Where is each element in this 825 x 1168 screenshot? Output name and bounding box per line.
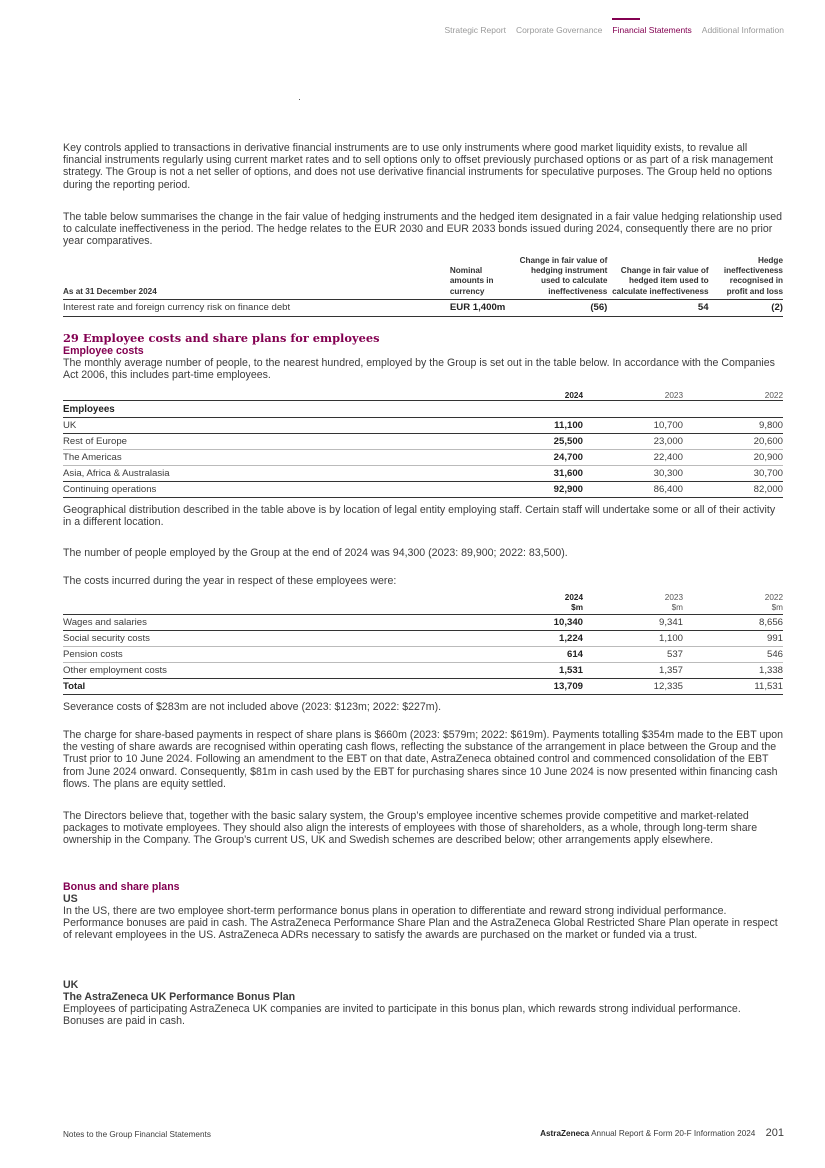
- row-label: UK: [63, 420, 77, 431]
- stray-dot: [299, 99, 300, 100]
- hedge-col-instrument: Change in fair value of hedging instrument used to calculate ineffectiveness: [519, 256, 608, 296]
- employed-end-paragraph: The number of people employed by the Group at the end of 2024 was 94,300 (2023: 89,900; 2022: 83,500).: [63, 547, 568, 559]
- costs-year-2024-header: [483, 593, 583, 615]
- severance-paragraph: Severance costs of $283m are not included above (2023: $123m; 2022: $227m).: [63, 701, 442, 713]
- cell-2024: 11,100: [554, 420, 583, 431]
- hedge-row-nominal: EUR 1,400m: [449, 301, 506, 313]
- bonus-share-plans-block: [63, 881, 783, 942]
- costs-table-block: [63, 593, 783, 695]
- row-label: Other employment costs: [63, 665, 167, 676]
- footer-report-title: Annual Report & Form 20-F Information 2024: [591, 1129, 756, 1138]
- cell-2022: 9,800: [758, 420, 783, 431]
- cell-2023: 9,341: [658, 617, 683, 628]
- nav-financial-statements[interactable]: Financial Statements: [612, 18, 691, 35]
- hedge-intro-paragraph: The table below summarises the change in the fair value of hedging instruments and the hedged item designated in a fair value hedging relationship used to calculate ineffectiveness in the period. The hedge relates to the EUR 2030 and EUR 2033 bonds issued during 2024, consequently there are no prior year comparatives.: [63, 211, 783, 248]
- nav-corporate-governance[interactable]: Corporate Governance: [515, 25, 603, 35]
- row-label: Asia, Africa & Australasia: [63, 468, 170, 479]
- share-based-block: [63, 729, 783, 790]
- cell-2023: 23,000: [653, 436, 683, 447]
- row-label: Continuing operations: [63, 484, 157, 495]
- hedge-table: [63, 256, 783, 317]
- uk-heading: UK: [63, 979, 79, 991]
- uk-paragraph: Employees of participating AstraZeneca UK companies are invited to participate in this bonus plan, which rewards strong individual performance. Bonuses are paid in cash.: [63, 1003, 741, 1028]
- cell-2024: 92,900: [553, 484, 583, 495]
- row-label: Total: [63, 681, 86, 692]
- costs-intro-block: [63, 575, 783, 587]
- cell-2024: 24,700: [553, 452, 583, 463]
- cell-2023: 30,300: [653, 468, 683, 479]
- controls-paragraph: Key controls applied to transactions in derivative financial instruments are to use only instruments where good market liquidity exists, to revalue all financial instruments regularly using current market rates and to sell options only to offset previously purchased options or as part of a risk management strategy. The Group is not a net seller of options, and does not use derivative financial instruments for speculative purposes. The Group held no options during the reporting period.: [63, 142, 773, 191]
- costs-table: [63, 593, 783, 695]
- costs-intro-paragraph: The costs incurred during the year in respect of these employees were:: [63, 575, 397, 587]
- geo-paragraph: Geographical distribution described in the table above is by location of legal entity employing staff. Certain staff will undertake some or all of their activity in a different location.: [63, 504, 776, 529]
- bonus-share-plans-heading: Bonus and share plans: [63, 881, 180, 893]
- nav-additional-information[interactable]: Additional Information: [701, 25, 784, 35]
- table-row: [63, 679, 783, 695]
- employees-year-2023: 2023: [664, 391, 683, 400]
- employees-year-2022: 2022: [764, 391, 783, 400]
- cell-2024: 13,709: [553, 681, 583, 692]
- geo-block: [63, 504, 783, 528]
- hedge-row: [63, 299, 783, 316]
- cell-2022: 20,900: [753, 452, 783, 463]
- costs-unit: $m: [671, 602, 683, 612]
- share-based-paragraph: The charge for share-based payments in respect of share plans is $660m (2023: $579m; 2022: $619m). Payments totalling $354m made to the EBT upon the vesting of share awards are recognised within operating cash flows, reflecting the substance of the arrangement in place between the Group and the Trust prior to 10 June 2024. Following an amendment to the EBT on that date, AstraZeneca obtained control and commenced consolidation of the EBT from June 2024 onward. Consequently, $81m in cash used by the EBT for purchasing shares since 10 June 2024 is now presented within financing cash flows. The plans are equity settled.: [63, 729, 784, 790]
- page-number: 201: [765, 1127, 784, 1139]
- footer-section-label: Notes to the Group Financial Statements: [63, 1130, 211, 1139]
- cell-2024: 25,500: [553, 436, 583, 447]
- cell-2024: 614: [566, 649, 583, 660]
- cell-2023: 537: [666, 649, 683, 660]
- section-nav: [445, 18, 784, 35]
- hedge-table-block: [63, 256, 783, 317]
- table-row: [63, 450, 783, 466]
- monthly-average-paragraph: The monthly average number of people, to the nearest hundred, employed by the Group is set out in the table below. In accordance with the Companies Act 2006, this includes part-time employees.: [63, 357, 775, 382]
- cell-2023: 22,400: [653, 452, 683, 463]
- row-label: Pension costs: [63, 649, 123, 660]
- controls-paragraph-block: [63, 142, 783, 191]
- table-row: [63, 647, 783, 663]
- uk-plan-heading: The AstraZeneca UK Performance Bonus Plan: [63, 991, 296, 1003]
- costs-year-2024: 2024: [564, 593, 583, 602]
- cell-2024: 1,531: [558, 665, 583, 676]
- employees-table-block: [63, 391, 783, 498]
- costs-unit: $m: [571, 602, 583, 612]
- row-label: Social security costs: [63, 633, 150, 644]
- cell-2023: 10,700: [653, 420, 683, 431]
- us-heading: US: [63, 893, 78, 905]
- cell-2022: 1,338: [758, 665, 783, 676]
- footer-report: [540, 1127, 784, 1139]
- costs-year-2023-header: [583, 593, 683, 615]
- cell-2022: 991: [766, 633, 783, 644]
- cell-2022: 11,531: [754, 681, 783, 692]
- cell-2022: 82,000: [753, 484, 783, 495]
- cell-2022: 30,700: [753, 468, 783, 479]
- table-row: [63, 615, 783, 631]
- section-29-header: [63, 331, 783, 381]
- table-row: [63, 466, 783, 482]
- costs-unit: $m: [771, 602, 783, 612]
- hedge-intro-block: [63, 211, 783, 248]
- cell-2024: 10,340: [553, 617, 583, 628]
- employed-end-block: [63, 547, 783, 559]
- hedge-row-item: 54: [697, 302, 709, 314]
- cell-2022: 8,656: [758, 617, 783, 628]
- hedge-row-ineffectiveness: (2): [771, 302, 783, 314]
- row-label: The Americas: [63, 452, 122, 463]
- cell-2022: 546: [766, 649, 783, 660]
- cell-2024: 31,600: [553, 468, 583, 479]
- uk-block: [63, 979, 783, 1027]
- costs-year-2022: 2022: [764, 593, 783, 602]
- hedge-col-ineffectiveness: Hedge ineffectiveness recognised in profit and loss: [723, 256, 783, 296]
- cell-2024: 1,224: [558, 633, 583, 644]
- cell-2023: 86,400: [653, 484, 683, 495]
- section-title: 29 Employee costs and share plans for employees: [63, 331, 380, 345]
- employees-table: [63, 391, 783, 498]
- hedge-row-label: Interest rate and foreign currency risk on finance debt: [63, 301, 291, 313]
- employees-year-2024: 2024: [564, 391, 583, 400]
- cell-2023: 12,335: [653, 681, 683, 692]
- table-row: [63, 434, 783, 450]
- directors-paragraph: The Directors believe that, together with the basic salary system, the Group’s employee incentive schemes provide competitive and market-related packages to motivate employees. They should also align the interests of employees with those of shareholders, as a whole, through long-term share ownership in the Company. The Group’s current US, UK and Swedish schemes are described below; other arrangements apply elsewhere.: [63, 810, 758, 847]
- hedge-row-header: As at 31 December 2024: [63, 286, 157, 296]
- hedge-col-nominal: Nominal amounts in currency: [449, 266, 494, 296]
- cell-2022: 20,600: [753, 436, 783, 447]
- employee-costs-heading: Employee costs: [63, 345, 144, 357]
- cell-2023: 1,357: [658, 665, 683, 676]
- table-row: [63, 418, 783, 434]
- directors-block: [63, 810, 783, 847]
- costs-year-2023: 2023: [664, 593, 683, 602]
- cell-2023: 1,100: [658, 633, 683, 644]
- us-paragraph: In the US, there are two employee short-term performance bonus plans in operation to differentiate and reward strong individual performance. Performance bonuses are paid in cash. The AstraZeneca Performance Share Plan and the AstraZeneca Global Restricted Share Plan operate in respect of relevant employees in the US. AstraZeneca ADRs necessary to satisfy the awards are purchased on the market or funded via a trust.: [63, 905, 778, 942]
- table-row: [63, 631, 783, 647]
- row-label: Wages and salaries: [63, 617, 147, 628]
- table-row: [63, 482, 783, 498]
- footer-brand: AstraZeneca: [540, 1129, 590, 1138]
- hedge-col-item: Change in fair value of hedged item used to calculate ineffectiveness: [612, 266, 709, 296]
- hedge-row-instrument: (56): [590, 302, 608, 314]
- row-label: Rest of Europe: [63, 436, 127, 447]
- employees-group-label: Employees: [63, 404, 115, 415]
- nav-strategic-report[interactable]: Strategic Report: [444, 25, 506, 35]
- severance-block: [63, 701, 783, 713]
- costs-year-2022-header: [683, 593, 783, 615]
- table-row: [63, 663, 783, 679]
